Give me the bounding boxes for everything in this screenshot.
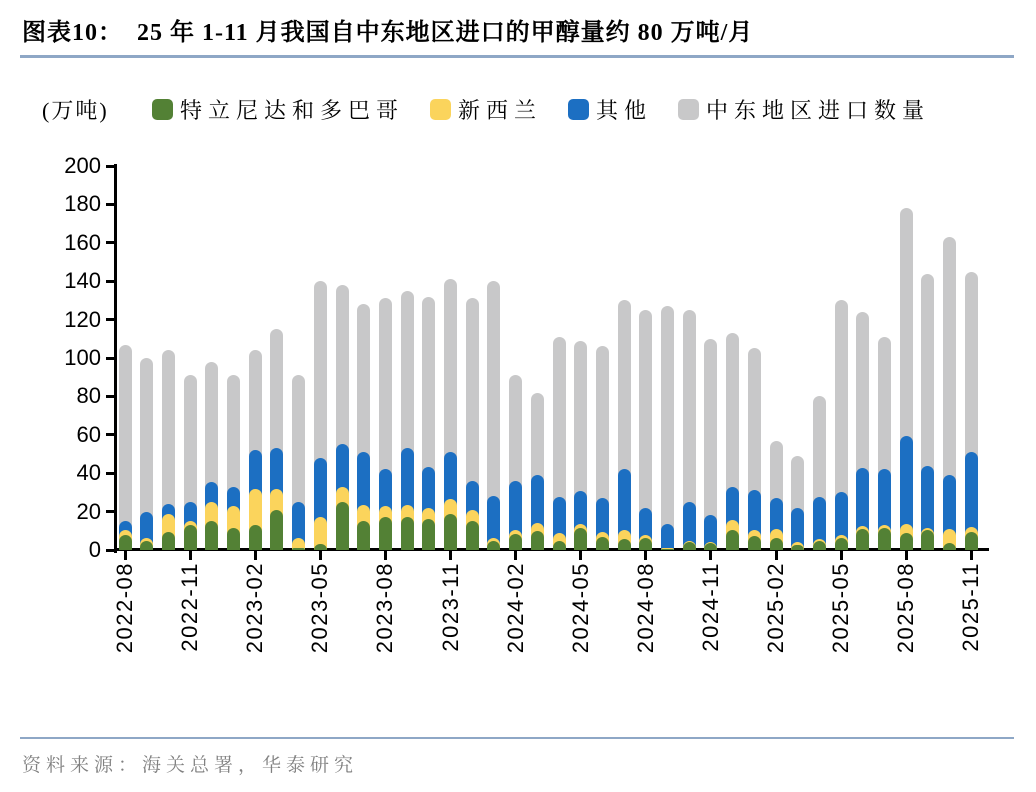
figure-title-row xyxy=(22,12,1014,47)
y-axis-label: 140 xyxy=(64,268,101,294)
x-axis-tick xyxy=(775,551,778,560)
bar-2022-10 xyxy=(162,166,175,550)
x-axis-label: 2024-05 xyxy=(567,562,593,654)
segment-特立尼达和多巴哥 xyxy=(878,528,891,550)
y-axis-label: 20 xyxy=(76,498,101,524)
segment-特立尼达和多巴哥 xyxy=(661,549,674,550)
bar-2024-11 xyxy=(704,166,717,550)
x-axis-tick xyxy=(905,551,908,560)
x-axis-tick xyxy=(970,551,973,560)
bar-2024-09 xyxy=(661,166,674,550)
y-axis-label: 40 xyxy=(76,460,101,486)
segment-特立尼达和多巴哥 xyxy=(336,502,349,550)
y-axis-tick xyxy=(106,395,114,398)
segment-特立尼达和多巴哥 xyxy=(965,532,978,550)
bar-2023-12 xyxy=(466,166,479,550)
segment-特立尼达和多巴哥 xyxy=(553,541,566,550)
y-axis-label: 80 xyxy=(76,383,101,409)
legend-label: 中东地区进口数量 xyxy=(706,98,931,123)
bar-2025-03 xyxy=(791,166,804,550)
legend-row xyxy=(0,94,1036,124)
bar-2022-09 xyxy=(140,166,153,550)
segment-特立尼达和多巴哥 xyxy=(618,539,631,550)
segment-特立尼达和多巴哥 xyxy=(856,529,869,550)
y-axis-tick xyxy=(106,318,114,321)
segment-特立尼达和多巴哥 xyxy=(357,521,370,550)
y-axis-label: 160 xyxy=(64,229,101,255)
segment-特立尼达和多巴哥 xyxy=(401,517,414,550)
legend-label: 特立尼达和多巴哥 xyxy=(180,98,405,123)
segment-特立尼达和多巴哥 xyxy=(509,534,522,550)
legend-label: 新西兰 xyxy=(458,98,543,123)
y-axis-label: 60 xyxy=(76,421,101,447)
bar-2024-05 xyxy=(574,166,587,550)
segment-特立尼达和多巴哥 xyxy=(140,541,153,550)
bar-2025-10 xyxy=(943,166,956,550)
segment-特立尼达和多巴哥 xyxy=(704,543,717,550)
y-axis-tick xyxy=(106,549,114,552)
figure-title: 25 年 1-11 月我国自中东地区进口的甲醇量约 80 万吨/月 xyxy=(137,20,754,46)
segment-特立尼达和多巴哥 xyxy=(596,537,609,550)
y-axis-tick xyxy=(106,241,114,244)
bar-2023-06 xyxy=(336,166,349,550)
x-axis-label: 2023-11 xyxy=(437,562,463,652)
x-axis-label: 2025-08 xyxy=(893,562,919,654)
y-axis-tick xyxy=(106,203,114,206)
y-axis-line xyxy=(114,164,117,553)
segment-特立尼达和多巴哥 xyxy=(574,528,587,550)
segment-特立尼达和多巴哥 xyxy=(487,541,500,550)
segment-特立尼达和多巴哥 xyxy=(205,521,218,550)
bar-2025-09 xyxy=(921,166,934,550)
x-axis-label: 2025-05 xyxy=(828,562,854,654)
y-axis-label: 100 xyxy=(64,345,101,370)
legend-swatch-icon xyxy=(152,99,173,120)
y-axis-tick xyxy=(106,357,114,360)
bar-2024-10 xyxy=(683,166,696,550)
bar-2023-03 xyxy=(270,166,283,550)
bar-2022-11 xyxy=(184,166,197,550)
segment-特立尼达和多巴哥 xyxy=(119,535,132,550)
x-axis-tick xyxy=(124,551,127,560)
bar-2024-01 xyxy=(487,166,500,550)
x-axis-label: 2025-11 xyxy=(958,562,984,652)
bar-2022-12 xyxy=(205,166,218,550)
y-axis-tick xyxy=(106,510,114,513)
y-axis-label: 120 xyxy=(64,306,101,332)
segment-特立尼达和多巴哥 xyxy=(162,532,175,550)
x-axis-label: 2023-05 xyxy=(307,562,333,654)
footer-divider xyxy=(20,737,1014,739)
x-axis-tick xyxy=(840,551,843,560)
x-axis-tick xyxy=(384,551,387,560)
segment-特立尼达和多巴哥 xyxy=(531,531,544,550)
bar-2024-04 xyxy=(553,166,566,550)
segment-特立尼达和多巴哥 xyxy=(900,533,913,550)
segment-特立尼达和多巴哥 xyxy=(314,544,327,550)
bar-2025-04 xyxy=(813,166,826,550)
y-axis-tick xyxy=(106,472,114,475)
segment-特立尼达和多巴哥 xyxy=(813,541,826,550)
segment-特立尼达和多巴哥 xyxy=(466,521,479,550)
y-axis-tick xyxy=(106,165,114,168)
segment-中东地区进口数量 xyxy=(661,306,674,550)
legend-item-2 xyxy=(568,94,652,125)
segment-特立尼达和多巴哥 xyxy=(726,530,739,550)
bar-2023-10 xyxy=(422,166,435,550)
segment-特立尼达和多巴哥 xyxy=(835,538,848,550)
bar-2025-08 xyxy=(900,166,913,550)
bar-2023-04 xyxy=(292,166,305,550)
bar-2024-03 xyxy=(531,166,544,550)
segment-特立尼达和多巴哥 xyxy=(921,530,934,550)
x-axis-tick xyxy=(449,551,452,560)
segment-特立尼达和多巴哥 xyxy=(748,536,761,550)
x-axis-tick xyxy=(709,551,712,560)
segment-中东地区进口数量 xyxy=(119,345,132,550)
y-axis-unit-label: (万吨) xyxy=(42,98,109,123)
y-axis-tick xyxy=(106,280,114,283)
legend-item-0 xyxy=(152,94,404,125)
bar-2023-01 xyxy=(227,166,240,550)
stacked-bar-chart xyxy=(64,153,989,654)
x-axis-tick xyxy=(579,551,582,560)
bar-2025-06 xyxy=(856,166,869,550)
x-axis-label: 2022-08 xyxy=(112,562,137,654)
x-axis-label: 2024-02 xyxy=(502,562,528,654)
segment-特立尼达和多巴哥 xyxy=(422,519,435,550)
bar-2025-02 xyxy=(770,166,783,550)
x-axis-label: 2025-02 xyxy=(763,562,788,654)
y-axis-label: 200 xyxy=(64,153,101,178)
legend-item-1 xyxy=(430,94,542,125)
bar-2023-09 xyxy=(401,166,414,550)
segment-特立尼达和多巴哥 xyxy=(270,510,283,550)
bar-2024-02 xyxy=(509,166,522,550)
x-axis-tick xyxy=(514,551,517,560)
legend-swatch-icon xyxy=(568,99,589,120)
source-note: 资料来源：海关总署，华泰研究 xyxy=(22,755,359,776)
y-axis-tick xyxy=(106,433,114,436)
bar-2023-11 xyxy=(444,166,457,550)
bar-2025-05 xyxy=(835,166,848,550)
x-axis-tick xyxy=(254,551,257,560)
figure-number-label: 图表10： xyxy=(22,20,123,46)
segment-特立尼达和多巴哥 xyxy=(292,548,305,550)
segment-特立尼达和多巴哥 xyxy=(379,517,392,550)
bar-2024-07 xyxy=(618,166,631,550)
bar-2023-02 xyxy=(249,166,262,550)
bar-2023-08 xyxy=(379,166,392,550)
bar-2025-07 xyxy=(878,166,891,550)
x-axis-label: 2022-11 xyxy=(177,562,203,652)
bar-2023-05 xyxy=(314,166,327,550)
segment-特立尼达和多巴哥 xyxy=(184,525,197,550)
y-axis-label: 180 xyxy=(64,191,101,217)
segment-特立尼达和多巴哥 xyxy=(770,538,783,550)
segment-特立尼达和多巴哥 xyxy=(249,525,262,550)
segment-其他 xyxy=(661,524,674,550)
bar-2024-12 xyxy=(726,166,739,550)
x-axis-label: 2023-08 xyxy=(372,562,398,654)
title-divider xyxy=(20,55,1014,58)
bar-2025-11 xyxy=(965,166,978,550)
x-axis-tick xyxy=(644,551,647,560)
legend-label: 其他 xyxy=(596,98,653,123)
segment-特立尼达和多巴哥 xyxy=(444,514,457,550)
bar-2023-07 xyxy=(357,166,370,550)
x-axis-label: 2024-08 xyxy=(632,562,658,654)
x-axis-label: 2023-02 xyxy=(242,562,268,654)
legend-swatch-icon xyxy=(678,99,699,120)
y-axis-label: 0 xyxy=(88,537,101,562)
legend-item-3 xyxy=(678,94,930,125)
legend-swatch-icon xyxy=(430,99,451,120)
chart-legend xyxy=(152,94,956,125)
x-axis-label: 2024-11 xyxy=(697,562,723,652)
bar-2024-06 xyxy=(596,166,609,550)
segment-特立尼达和多巴哥 xyxy=(639,538,652,550)
segment-特立尼达和多巴哥 xyxy=(683,542,696,550)
segment-特立尼达和多巴哥 xyxy=(943,543,956,550)
segment-特立尼达和多巴哥 xyxy=(791,545,804,550)
segment-特立尼达和多巴哥 xyxy=(227,528,240,550)
bar-2024-08 xyxy=(639,166,652,550)
bar-2022-08 xyxy=(119,166,132,550)
bar-2025-01 xyxy=(748,166,761,550)
x-axis-tick xyxy=(319,551,322,560)
x-axis-tick xyxy=(189,551,192,560)
